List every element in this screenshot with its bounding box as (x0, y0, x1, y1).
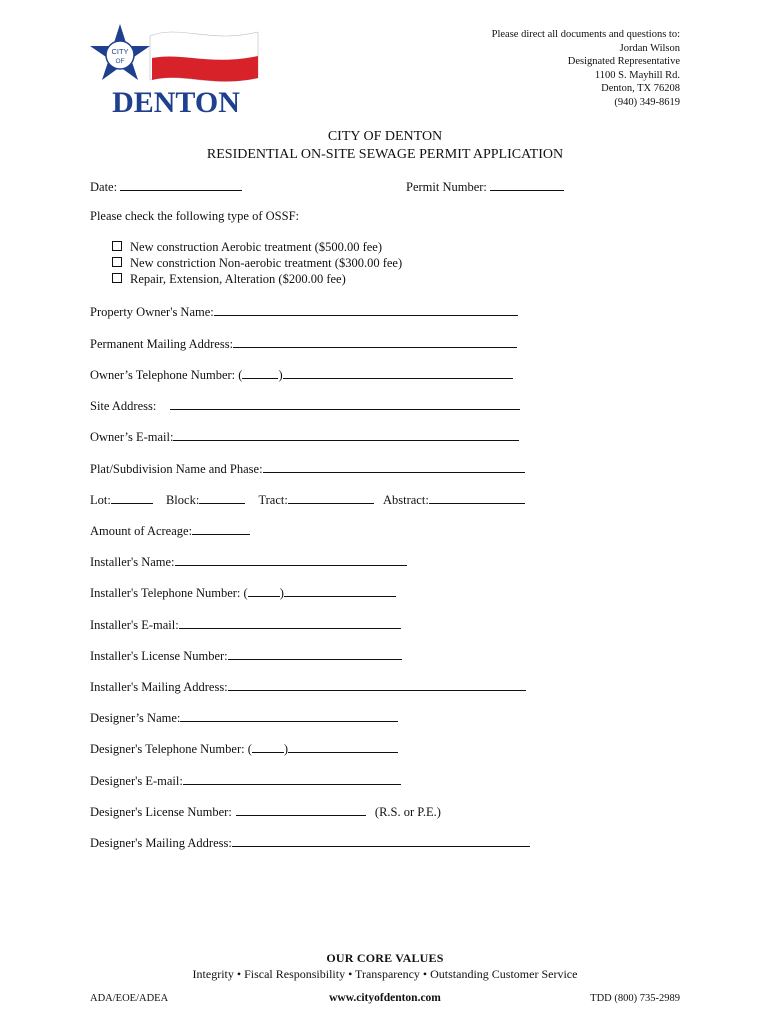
ossf-prompt: Please check the following type of OSSF: (90, 209, 299, 223)
block-field[interactable] (199, 491, 245, 504)
tract-label: Tract: (258, 493, 288, 507)
permit-label: Permit Number: (406, 180, 487, 194)
document-title (0, 128, 770, 164)
contact-line: Jordan Wilson (619, 42, 680, 54)
installer-mailing-field[interactable] (228, 678, 526, 691)
option-label: New constriction Non-aerobic treatment ($300.00 fee) (130, 256, 403, 270)
designer-mailing-row (90, 834, 530, 851)
designer-email-label: Designer's E-mail: (90, 774, 183, 788)
installer-name-label: Installer's Name: (90, 555, 175, 569)
designer-mailing-field[interactable] (232, 834, 530, 847)
contact-line: (940) 349-8619 (614, 96, 680, 108)
designer-area-code-field[interactable] (252, 740, 284, 753)
installer-license-field[interactable] (228, 647, 402, 660)
core-values (0, 950, 770, 982)
owner-name-field[interactable] (214, 303, 518, 316)
ossf-option[interactable] (112, 272, 346, 287)
site-row (90, 397, 520, 414)
acreage-field[interactable] (192, 522, 250, 535)
contact-line: 1100 S. Mayhill Rd. (594, 69, 680, 81)
site-label: Site Address: (90, 399, 157, 413)
title-city: CITY OF DENTON (327, 129, 443, 144)
logo-denton-text: DENTON (112, 86, 240, 116)
designer-email-row (90, 772, 401, 789)
checkbox-repair[interactable] (112, 273, 122, 283)
acreage-row (90, 522, 250, 539)
ossf-option[interactable] (112, 256, 402, 271)
owner-email-label: Owner’s E-mail: (90, 430, 174, 444)
permit-number-field[interactable] (490, 178, 564, 191)
installer-name-field[interactable] (175, 553, 407, 566)
installer-license-label: Installer's License Number: (90, 649, 228, 663)
plat-row (90, 460, 525, 477)
date-row (90, 178, 242, 195)
installer-mailing-label: Installer's Mailing Address: (90, 680, 228, 694)
checkbox-aerobic[interactable] (112, 241, 122, 251)
designer-name-row (90, 709, 398, 726)
logo-of-text: OF (115, 58, 125, 65)
designer-name-field[interactable] (180, 709, 398, 722)
mailing-row (90, 335, 517, 352)
plat-field[interactable] (263, 460, 525, 473)
lot-label: Lot: (90, 493, 111, 507)
installer-email-row (90, 616, 401, 633)
installer-email-field[interactable] (179, 616, 401, 629)
logo-city-text: CITY (111, 47, 129, 56)
contact-line: Please direct all documents and questions to: (491, 29, 680, 40)
mailing-field[interactable] (233, 335, 517, 348)
designer-license-suffix: (R.S. or P.E.) (374, 805, 441, 819)
block-label: Block: (165, 493, 200, 507)
installer-mailing-row (90, 678, 526, 695)
date-field[interactable] (120, 178, 242, 191)
installer-license-row (90, 647, 402, 664)
footer-ada: ADA/EOE/ADEA (90, 993, 169, 1004)
installer-phone-label: Installer's Telephone Number: (90, 586, 241, 600)
designer-phone-field[interactable] (288, 740, 398, 753)
footer-website-link[interactable]: www.cityofdenton.com (329, 992, 441, 1004)
city-of-denton-logo (90, 22, 262, 116)
contact-line: Designated Representative (567, 56, 680, 68)
designer-email-field[interactable] (183, 772, 401, 785)
date-label: Date: (90, 180, 118, 194)
plat-label: Plat/Subdivision Name and Phase: (90, 462, 263, 476)
mailing-label: Permanent Mailing Address: (90, 337, 234, 351)
permit-row (406, 178, 564, 195)
designer-license-field[interactable] (236, 803, 366, 816)
designer-phone-row: Designer's Telephone Number: ( ) (90, 740, 398, 757)
designer-name-label: Designer’s Name: (90, 711, 181, 725)
designer-mailing-label: Designer's Mailing Address: (90, 836, 232, 850)
installer-email-label: Installer's E-mail: (90, 618, 179, 632)
site-field[interactable] (170, 397, 520, 410)
owner-area-code-field[interactable] (242, 366, 278, 379)
owner-phone-row: Owner’s Telephone Number: ( ) (90, 366, 513, 383)
option-label: Repair, Extension, Alteration ($200.00 fee) (130, 272, 346, 286)
option-label: New construction Aerobic treatment ($500.00 fee) (130, 240, 382, 254)
designer-phone-label: Designer's Telephone Number: (90, 742, 245, 756)
abstract-label: Abstract: (382, 493, 429, 507)
installer-name-row (90, 553, 407, 570)
installer-phone-row: Installer's Telephone Number: ( ) (90, 584, 396, 601)
installer-phone-field[interactable] (284, 584, 396, 597)
title-application: RESIDENTIAL ON-SITE SEWAGE PERMIT APPLICATION (206, 147, 564, 162)
designer-license-label: Designer's License Number: (90, 805, 232, 819)
checkbox-non-aerobic[interactable] (112, 257, 122, 267)
owner-email-row (90, 428, 519, 445)
core-values-title: OUR CORE VALUES (326, 951, 444, 965)
core-values-list: Integrity • Fiscal Responsibility • Transparency • Outstanding Customer Service (192, 967, 578, 981)
ossf-option[interactable] (112, 240, 382, 255)
lot-block-row (90, 491, 525, 508)
abstract-field[interactable] (429, 491, 525, 504)
installer-area-code-field[interactable] (248, 584, 280, 597)
acreage-label: Amount of Acreage: (90, 524, 193, 538)
owner-phone-field[interactable] (283, 366, 513, 379)
contact-block (492, 28, 680, 110)
owner-name-row (90, 303, 518, 320)
owner-name-label: Property Owner's Name: (90, 305, 214, 319)
contact-line: Denton, TX 76208 (601, 83, 680, 95)
owner-phone-label: Owner’s Telephone Number: (90, 368, 236, 382)
designer-license-row (90, 803, 441, 820)
footer-tdd: TDD (800) 735-2989 (590, 993, 680, 1004)
owner-email-field[interactable] (173, 428, 519, 441)
lot-field[interactable] (111, 491, 153, 504)
tract-field[interactable] (288, 491, 374, 504)
